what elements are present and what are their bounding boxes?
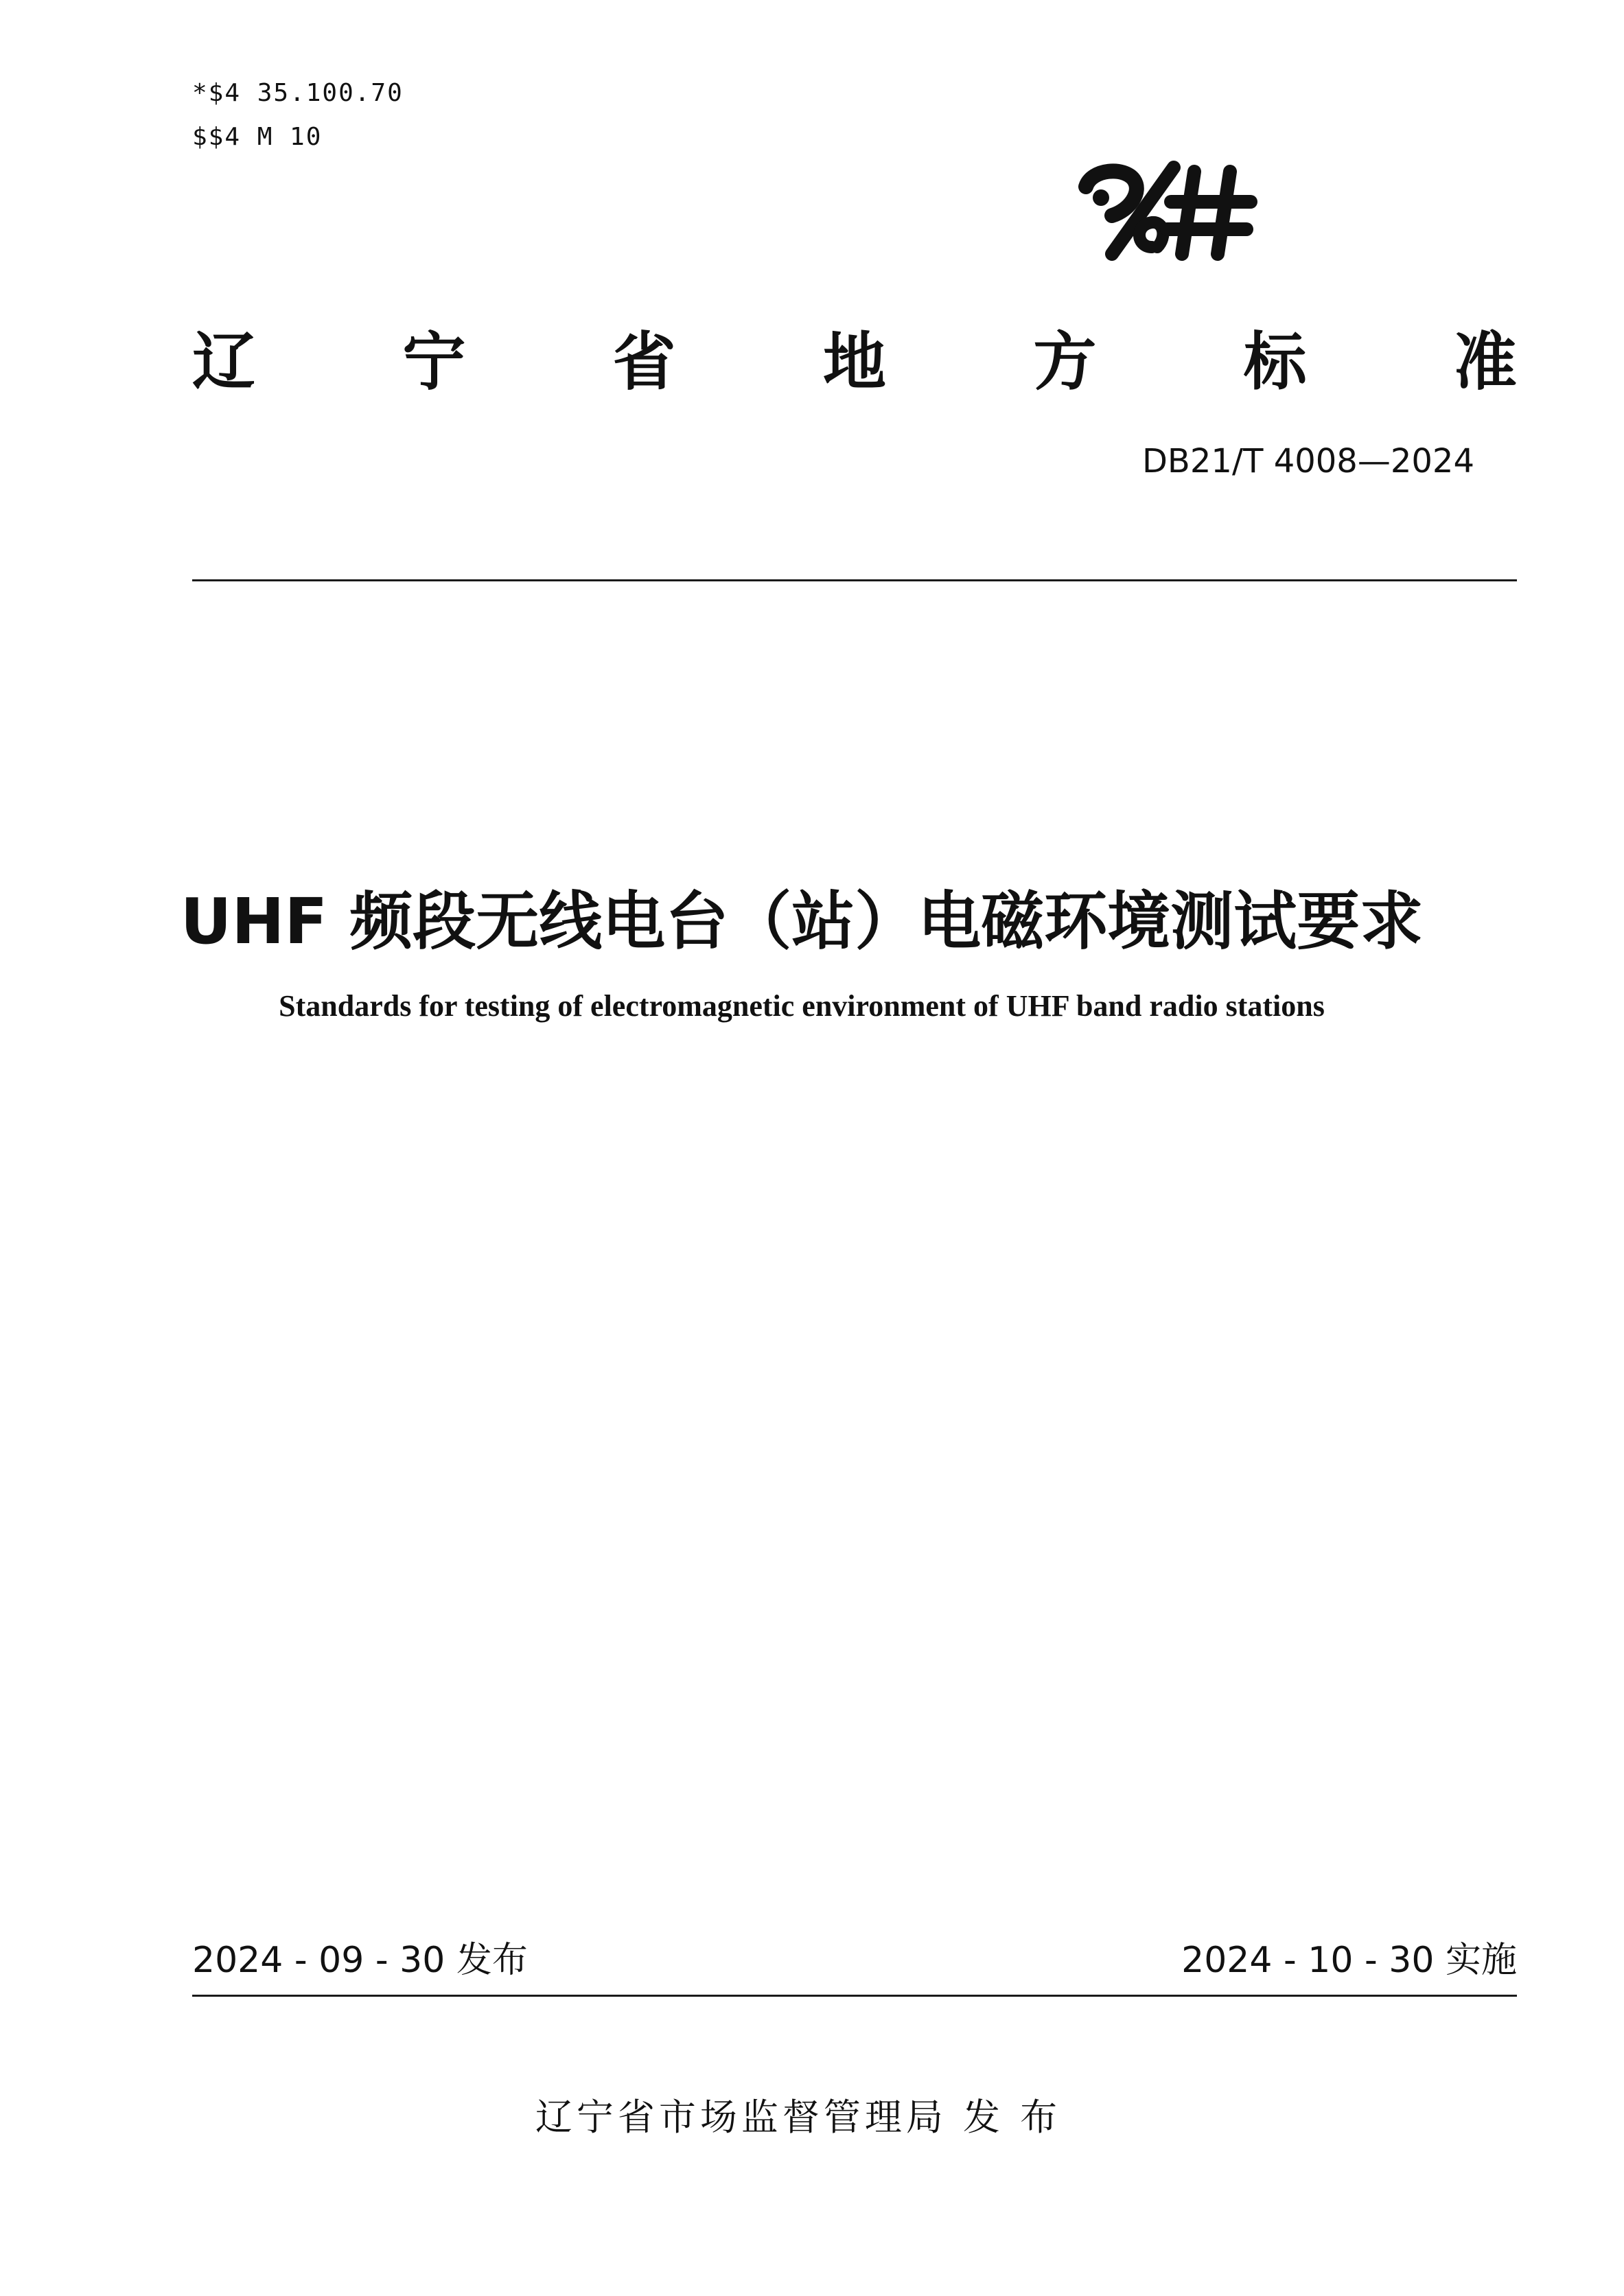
title-char: 标 <box>1243 325 1307 399</box>
document-title-en: Standards for testing of electromagnetic environment of UHF band radio stations <box>279 989 1325 1023</box>
title-char: 辽 <box>192 325 256 399</box>
title-char: 地 <box>822 325 886 399</box>
title-char: 省 <box>612 325 676 399</box>
title-char: 方 <box>1033 325 1097 399</box>
document-title-cn: UHF 频段无线电台（站）电磁环境测试要求 <box>180 885 1424 958</box>
title-char: 准 <box>1453 325 1517 399</box>
title-char: 宁 <box>402 325 466 399</box>
bottom-divider <box>192 1995 1517 1997</box>
standard-code: DB21/T 4008—2024 <box>1141 442 1474 480</box>
top-divider <box>192 579 1517 581</box>
publisher: 辽宁省市场监督管理局 发 布 <box>535 2096 1062 2139</box>
db-logo-mark <box>1071 144 1277 268</box>
issue-date: 2024 - 09 - 30 发布 <box>192 1940 528 1981</box>
ics-code: *$4 35.100.70 <box>192 79 404 107</box>
ccs-code: $$4 M 10 <box>192 123 323 151</box>
implementation-date: 2024 - 10 - 30 实施 <box>1181 1940 1517 1981</box>
standard-type-title <box>192 321 1517 404</box>
